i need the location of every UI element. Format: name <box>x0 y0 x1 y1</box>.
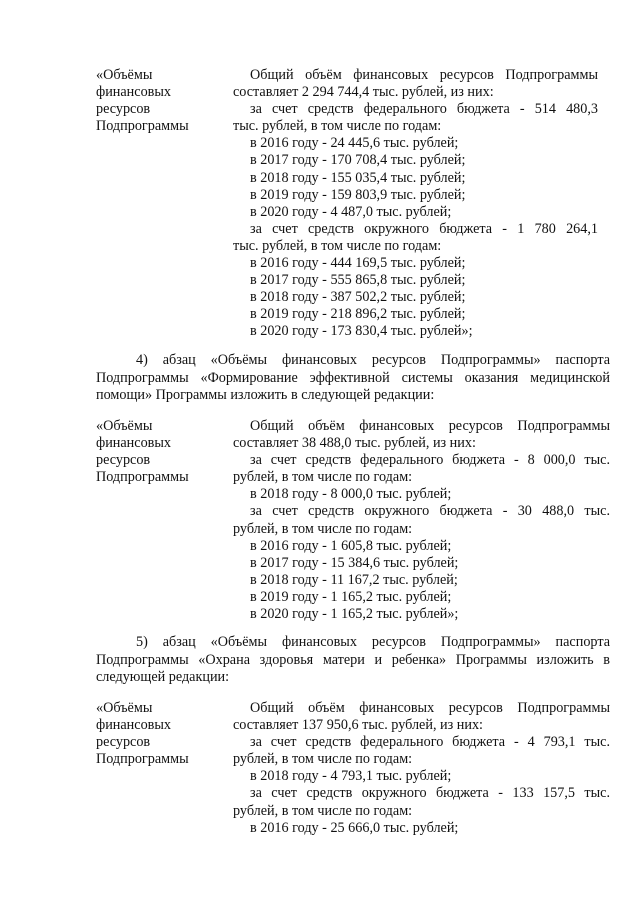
label-line: ресурсов <box>96 452 151 469</box>
financing-line: за счет средств федерального бюджета - 4 793,1 тыс. <box>250 734 610 751</box>
financing-line: в 2016 году - 25 666,0 тыс. рублей; <box>250 819 459 836</box>
financing-line: в 2020 году - 1 165,2 тыс. рублей»; <box>250 606 459 623</box>
label-line: финансовых <box>96 435 171 452</box>
financing-line: в 2019 году - 1 165,2 тыс. рублей; <box>250 588 452 605</box>
financing-line: рублей, в том числе по годам: <box>233 751 413 768</box>
label-line: «Объёмы <box>96 700 153 716</box>
financing-line: Общий объём финансовых ресурсов Подпрограммы <box>250 67 598 83</box>
financing-line: в 2020 году - 173 830,4 тыс. рублей»; <box>250 323 473 340</box>
financing-line: за счет средств федерального бюджета - 514 480,3 <box>250 101 598 118</box>
paragraph-line: следующей редакции: <box>96 669 230 686</box>
financing-block-3 <box>96 700 610 845</box>
financing-line: в 2016 году - 24 445,6 тыс. рублей; <box>250 135 459 152</box>
financing-line: в 2018 году - 8 000,0 тыс. рублей; <box>250 486 452 503</box>
label-line: Подпрограммы <box>96 118 189 135</box>
label-line: «Объёмы <box>96 67 153 83</box>
financing-line: в 2017 году - 170 708,4 тыс. рублей; <box>250 152 466 169</box>
label-line: «Объёмы <box>96 418 153 434</box>
paragraph-line: 4) абзац «Объёмы финансовых ресурсов Подпрограммы» паспорта <box>136 352 610 368</box>
paragraph-line: 5) абзац «Объёмы финансовых ресурсов Подпрограммы» паспорта <box>136 634 610 650</box>
paragraph-5 <box>96 634 610 687</box>
financing-line: тыс. рублей, в том числе по годам: <box>233 237 442 254</box>
financing-line: тыс. рублей, в том числе по годам: <box>233 118 442 135</box>
label-line: ресурсов <box>96 101 151 118</box>
financing-line: Общий объём финансовых ресурсов Подпрограммы <box>250 700 610 716</box>
financing-line: в 2020 году - 4 487,0 тыс. рублей; <box>250 203 452 220</box>
financing-block-2 <box>96 418 610 628</box>
financing-line: за счет средств окружного бюджета - 1 780 264,1 <box>250 220 598 237</box>
financing-line: в 2017 году - 15 384,6 тыс. рублей; <box>250 554 459 571</box>
financing-line: в 2016 году - 444 169,5 тыс. рублей; <box>250 255 466 272</box>
financing-line: рублей, в том числе по годам: <box>233 469 413 486</box>
financing-line: составляет 2 294 744,4 тыс. рублей, из них: <box>233 84 494 101</box>
financing-line: в 2018 году - 11 167,2 тыс. рублей; <box>250 571 458 588</box>
label-line: ресурсов <box>96 734 151 751</box>
financing-line: в 2016 году - 1 605,8 тыс. рублей; <box>250 537 452 554</box>
financing-line: рублей, в том числе по годам: <box>233 802 413 819</box>
financing-content-1 <box>233 67 598 341</box>
financing-line: в 2018 году - 387 502,2 тыс. рублей; <box>250 289 466 306</box>
label-line: финансовых <box>96 84 171 101</box>
financing-line: Общий объём финансовых ресурсов Подпрограммы <box>250 418 610 434</box>
financing-line: в 2018 году - 155 035,4 тыс. рублей; <box>250 169 466 186</box>
financing-line: за счет средств федерального бюджета - 8 000,0 тыс. <box>250 452 610 469</box>
financing-line: составляет 38 488,0 тыс. рублей, из них: <box>233 435 476 452</box>
label-line: Подпрограммы <box>96 469 189 486</box>
label-line: Подпрограммы <box>96 751 189 768</box>
paragraph-line: помощи» Программы изложить в следующей редакции: <box>96 387 435 404</box>
financing-line: в 2019 году - 159 803,9 тыс. рублей; <box>250 186 466 203</box>
financing-line: в 2018 году - 4 793,1 тыс. рублей; <box>250 768 452 785</box>
financing-line: за счет средств окружного бюджета - 133 157,5 тыс. <box>250 785 610 802</box>
financing-label-2 <box>96 418 226 486</box>
financing-label-1 <box>96 67 226 135</box>
paragraph-line: Подпрограммы «Охрана здоровья матери и ребенка» Программы изложить в <box>96 651 610 668</box>
financing-line: рублей, в том числе по годам: <box>233 520 413 537</box>
financing-label-3 <box>96 700 226 768</box>
financing-block-1 <box>96 67 610 347</box>
financing-line: составляет 137 950,6 тыс. рублей, из них: <box>233 717 483 734</box>
financing-line: в 2017 году - 555 865,8 тыс. рублей; <box>250 272 466 289</box>
financing-line: в 2019 году - 218 896,2 тыс. рублей; <box>250 306 466 323</box>
paragraph-4 <box>96 352 610 405</box>
financing-content-2 <box>233 418 610 623</box>
paragraph-line: Подпрограммы «Формирование эффективной системы оказания медицинской <box>96 369 610 386</box>
financing-line: за счет средств окружного бюджета - 30 488,0 тыс. <box>250 503 610 520</box>
label-line: финансовых <box>96 717 171 734</box>
financing-content-3 <box>233 700 610 837</box>
